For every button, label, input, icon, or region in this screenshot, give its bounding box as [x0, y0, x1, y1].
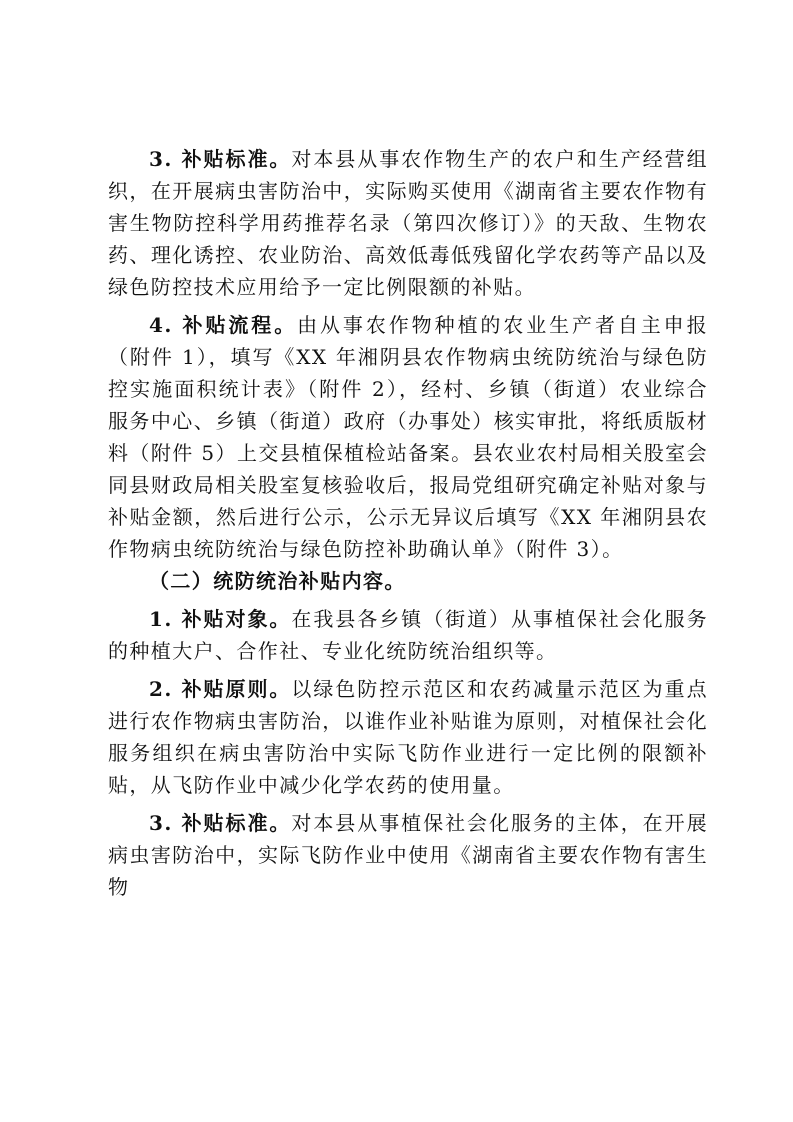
paragraph-lead: 2. 补贴原则。 [149, 677, 292, 701]
paragraph-subsidy-standard-2 [108, 807, 708, 903]
paragraph-subsidy-principle [108, 673, 708, 801]
paragraph-text: 在我县各乡镇（街道）从事植保社会化服务的种植大户、合作社、专业化统防统治组织等。 [108, 607, 708, 663]
paragraph-text: 由从事农作物种植的农业生产者自主申报（附件 1），填写《XX 年湘阴县农作物病虫统防统治与绿色防控实施面积统计表》（附件 2），经村、乡镇（街道）农业综合服务中心、乡镇（街道）政府（办事处）核实审批，将纸质版材料（附件 5）上交县植保植检站备案。县农业农村局相关股室会同县财政局相关股室复核验收后，报局党组研究确定补贴对象与补贴金额，然后进行公示，公示无异议后填写《XX 年湘阴县农作物病虫统防统治与绿色防控补助确认单》（附件 3）。 [108, 313, 708, 561]
paragraph-text: 以绿色防控示范区和农药减量示范区为重点进行农作物病虫害防治，以谁作业补贴谁为原则，对植保社会化服务组织在病虫害防治中实际飞防作业进行一定比例的限额补贴，从飞防作业中减少化学农药的使用量。 [108, 677, 708, 797]
section-heading: （二）统防统治补贴内容。 [149, 569, 406, 593]
paragraph-lead: 4. 补贴流程。 [149, 313, 298, 337]
paragraph-subsidy-target [108, 603, 708, 667]
paragraph-lead: 3. 补贴标准。 [149, 811, 292, 835]
paragraph-text: 对本县从事农作物生产的农户和生产经营组织，在开展病虫害防治中，实际购买使用《湖南省主要农作物有害生物防控科学用药推荐名录（第四次修订）》的天敌、生物农药、理化诱控、农业防治、高效低毒低残留化学农药等产品以及绿色防控技术应用给予一定比例限额的补贴。 [108, 147, 708, 299]
paragraph-subsidy-process [108, 309, 708, 565]
paragraph-text: 对本县从事植保社会化服务的主体，在开展病虫害防治中，实际飞防作业中使用《湖南省主要农作物有害生物 [108, 811, 708, 899]
document-page [108, 143, 708, 903]
paragraph-subsidy-standard [108, 143, 708, 303]
paragraph-lead: 3. 补贴标准。 [149, 147, 292, 171]
paragraph-lead: 1. 补贴对象。 [149, 607, 292, 631]
